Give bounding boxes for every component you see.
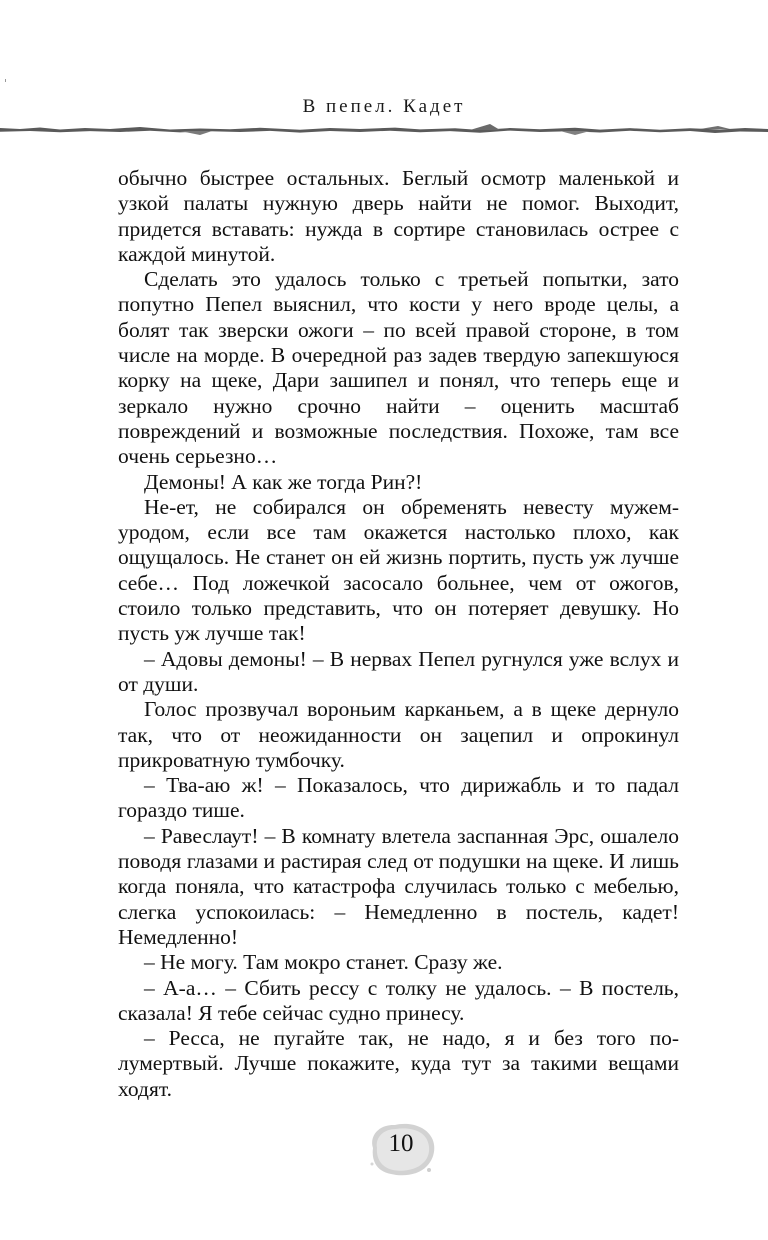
paragraph: – Не могу. Там мокро станет. Сразу же. <box>144 950 503 975</box>
decorative-torn-rule <box>0 117 768 139</box>
paragraph: – Равеслаут! – В комнату влетела заспанная Эрс, ошалело поводя глазами и растирая след от подушки на щеке. И лишь когда поняла, что катастрофа случилась только с мебелью, слегка успокоилась: – Немедленно в постель, кадет! Немедленно! <box>118 823 679 949</box>
paragraph: Демоны! А как же тогда Рин?! <box>144 469 423 494</box>
paragraph: – А-а… – Сбить рессу с толку не удалось. – В постель, сказала! Я тебе сейчас судно принесу. <box>118 975 679 1025</box>
paragraph: обычно быстрее остальных. Беглый осмотр маленькой и узкой палаты нужную дверь найти не помог. Выходит, придется вставать: нужда в сортире становилась острее с каждой минутой. <box>118 166 679 266</box>
paragraph: Сделать это удалось только с третьей попытки, зато попутно Пепел выяснил, что кости у него вроде целы, а болят так зверски ожоги – по всей правой стороне, в том числе на морде. В очередной раз задев твердую запекшуюся корку на щеке, Дари зашипел и понял, что теперь еще и зеркало нужно срочно найти – оценить масштаб повреждений и возможные последствия. Похоже, там все очень серьезно… <box>118 267 679 469</box>
paragraph: – Ресса, не пугайте так, не надо, я и без того полумертвый. Лучше покажите, куда тут за такими вещами ходят. <box>118 1026 679 1101</box>
running-title: В пепел. Кадет <box>302 96 466 117</box>
body-text <box>118 166 679 1102</box>
paragraph: – Адовы демоны! – В нервах Пепел ругнулся уже вслух и от души. <box>118 646 679 696</box>
paragraph: Голос прозвучал вороньим карканьем, а в щеке дернуло так, что от неожиданности он зацепил и опрокинул прикроватную тумбочку. <box>118 697 679 772</box>
page-number-badge <box>363 1118 439 1180</box>
paragraph: – Тва-аю ж! – Показалось, что дирижабль и то падал гораздо тише. <box>118 773 679 823</box>
margin-speck <box>4 70 8 75</box>
page-number: 10 <box>388 1130 414 1157</box>
paragraph: Не-ет, не собирался он обременять невесту мужем-уродом, если все там окажется настолько плохо, как ощущалось. Не станет он ей жизнь портить, пусть уж лучше себе… Под ложечкой засосало больнее, чем от ожогов, стоило только представить, что он потеряет девушку. Но пусть уж лучше так! <box>118 494 679 646</box>
